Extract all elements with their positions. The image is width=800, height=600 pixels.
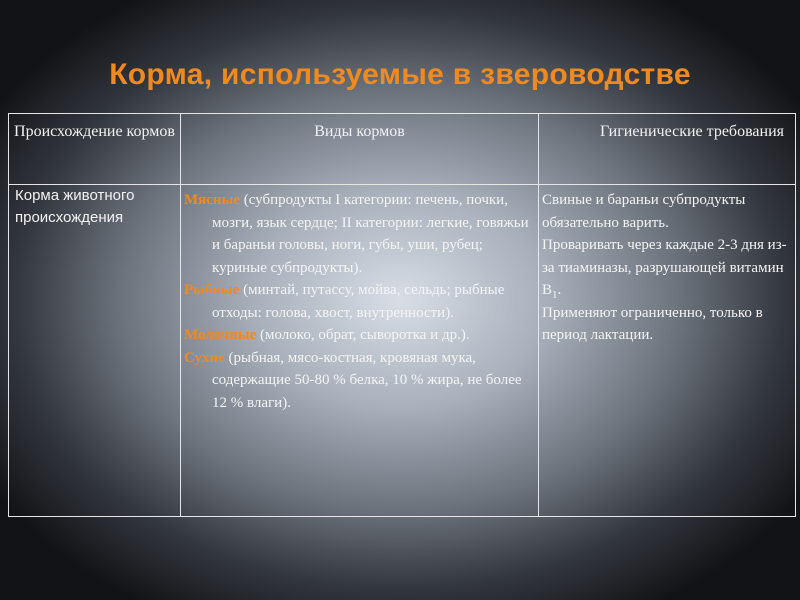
feed-entry-meat (184, 189, 532, 279)
feed-desc-milk: (молоко, обрат, сыворотка и др.). (256, 327, 470, 343)
header-origin: Происхождение кормов (9, 114, 181, 185)
requirement-boil-end: . (557, 282, 562, 298)
feed-category-meat: Мясные (184, 192, 240, 208)
feed-desc-dry: (рыбная, мясо-костная, кровяная мука, содержащие 50-80 % белка, 10 % жира, не более 12 % влаги). (212, 349, 522, 411)
vitamin-subscript: 1 (552, 289, 558, 301)
header-requirements: Гигиенические требования (539, 114, 796, 185)
requirement-limited-use: Применяют ограниченно, только в период лактации. (542, 304, 763, 343)
table-row (9, 185, 796, 517)
requirements-cell (539, 185, 796, 517)
table-header-row (9, 114, 796, 185)
feed-desc-fish: (минтай, путассу, мойва, сельдь; рыбные отходы: голова, хвост, внутренности). (212, 282, 505, 321)
requirement-cook: Свиные и бараньи субпродукты обязательно варить. (542, 192, 746, 231)
feed-desc-meat: (субпродукты I категории: печень, почки, мозги, язык сердце; II категории: легкие, говяжьи и бараньи головы, ноги, губы, уши, рубец; куриные субпродукты). (212, 192, 529, 276)
feed-entry-dry (184, 347, 532, 415)
requirement-boil-regularly (542, 234, 789, 302)
feed-category-fish: Рыбные (184, 282, 240, 298)
feeds-table (8, 113, 796, 517)
feed-entry-fish (184, 279, 532, 324)
slide-title: Корма, используемые в звероводстве (109, 58, 691, 91)
kinds-cell (181, 185, 539, 517)
feed-entry-milk (184, 324, 532, 347)
feed-category-dry: Сухие (184, 349, 225, 366)
requirement-boil-text: Проваривать через каждые 2-3 дня из-за тиаминазы, разрушающей витамин В (542, 237, 787, 298)
origin-cell: Корма животного происхождения (9, 185, 181, 517)
feed-category-milk: Молочные (184, 327, 257, 343)
header-kinds: Виды кормов (181, 114, 539, 185)
